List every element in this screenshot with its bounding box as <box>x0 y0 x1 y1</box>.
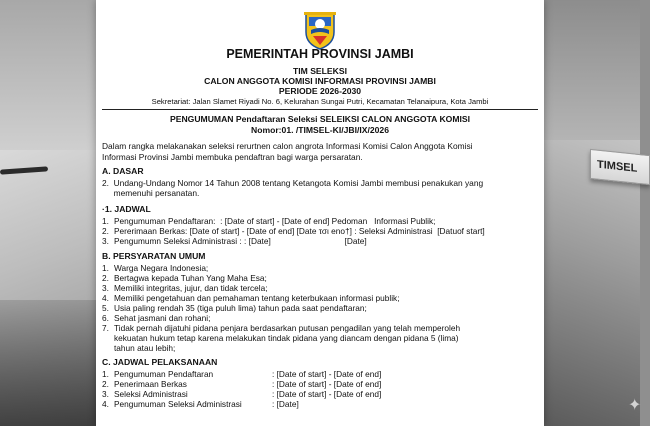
committee-subtitle: CALON ANGGOTA KOMISI INFORMASI PROVINSI JAMBI <box>204 76 436 86</box>
schedule-label: Seleksi Administrasi <box>114 389 188 399</box>
list-number: 3. <box>102 389 109 399</box>
list-item-continuation: kekuatan hukum tetap karena melakukan tindak pidana yang diancam dengan pidana 5 (lima) <box>114 333 459 343</box>
schedule-label: Penerimaan Berkas <box>114 379 187 389</box>
list-number: 5. <box>102 303 109 313</box>
list-number: 1. <box>102 369 109 379</box>
list-text: Memiliki integritas, jujur, dan tidak tercela; <box>114 283 268 293</box>
list-text: Pengumuman Pendaftaran: : [Date of start] - [Date of end] Pedoman Informasi Publik; <box>114 216 436 226</box>
period: PERIODE 2026-2030 <box>278 86 362 96</box>
background-desk <box>540 140 640 426</box>
list-number: 4. <box>102 399 109 409</box>
list-text: Pererimaan Berkas: [Date of start] - [Date of end] [Date τσι eno†] : Seleksi Administrasi [Datuof start] <box>114 226 485 236</box>
list-text: Tidak pernah dijatuhi pidana penjara berdasarkan putusan pengadilan yang telah memperoleh <box>114 323 461 333</box>
committee-name: TIM SELEKSI <box>293 66 347 76</box>
schedule-value: : [Date of start] - [Date of end] <box>272 369 382 379</box>
list-text: Warga Negara Indonesia; <box>114 263 209 273</box>
list-text: Pengumumn Seleksi Administrasi : : [Date] [Date] <box>114 236 367 246</box>
dasar-line-2: memenuhi persanatan. <box>102 188 200 198</box>
schedule-value: : [Date of start] - [Date of end] <box>272 379 382 389</box>
list-number: 2. <box>102 226 109 236</box>
list-number: 1. <box>102 263 109 273</box>
desk-nameplate: TIMSEL <box>590 149 650 185</box>
list-number: 4. <box>102 293 109 303</box>
section-dasar-heading: A. DASAR <box>102 166 144 176</box>
list-text: Memiliki pengetahuan dan pemahaman tentang keterbukaan informasi publik; <box>114 293 400 303</box>
schedule-value: : [Date] <box>272 399 299 409</box>
background-wall <box>0 0 100 150</box>
list-text: Bertagwa kepada Tuhan Yang Maha Esa; <box>114 273 267 283</box>
announcement-number: Nomor:01. /TIMSEL-KI/JBI/IX/2026 <box>250 125 389 135</box>
list-text: Sehat jasmani dan rohani; <box>114 313 211 323</box>
intro-line-1: Dalam rangka melakanakan seleksi rerurtnen calon angrota Informasi Komisi Calon Anggota Komisi <box>102 141 473 151</box>
announcement-document <box>96 0 544 426</box>
schedule-value: : [Date of start] - [Date of end] <box>272 389 382 399</box>
list-number: 6. <box>102 313 109 323</box>
list-number: 1. <box>102 216 109 226</box>
list-number: 3. <box>102 283 109 293</box>
section-persyaratan-heading: B. PERSYARATAN UMUM <box>102 251 206 261</box>
list-number: 2. <box>102 273 109 283</box>
background-shadow <box>0 300 100 426</box>
section-jadwal-heading: ·1. JADWAL <box>102 204 151 214</box>
announcement-title: PENGUMUMAN Pendaftaran Seleksi SELEIKSI CALON ANGGOTA KOMISI <box>169 114 471 124</box>
list-number: 2. <box>102 379 109 389</box>
schedule-label: Pengumuman Pendaftaran <box>114 369 214 379</box>
background-wall <box>540 0 640 140</box>
list-text: Usia paling rendah 35 (tiga puluh lima) tahun pada saat pendaftaran; <box>114 303 367 313</box>
schedule-label: Pengumuman Seleksi Administrasi <box>114 399 242 409</box>
sparkle-icon: ✦ <box>628 397 642 414</box>
list-item-continuation: tahun atau lebih; <box>114 343 176 353</box>
list-number: 3. <box>102 236 109 246</box>
intro-line-2: Informasi Provinsi Jambi membuka pendaftran bagi warga persaratan. <box>102 152 363 162</box>
government-name: PEMERINTAH PROVINSI JAMBI <box>226 47 414 61</box>
background-photo-left <box>0 0 100 426</box>
list-number: 7. <box>102 323 109 333</box>
header-divider <box>102 109 538 110</box>
jambi-emblem-icon <box>303 10 337 50</box>
secretariat-address: Sekretariat: Jalan Slamet Riyadi No. 6, Kelurahan Sungai Putri, Kecamatan Telanaipura, Kota Jambi <box>151 97 489 106</box>
dasar-line-1: 2. Undang-Undang Nomor 14 Tahun 2008 tentang Ketangota Komisi Jambi membusi penakukan yang <box>102 178 484 188</box>
section-pelaksanaan-heading: C. JADWAL PELAKSANAAN <box>102 357 218 367</box>
background-photo-right <box>540 0 640 426</box>
